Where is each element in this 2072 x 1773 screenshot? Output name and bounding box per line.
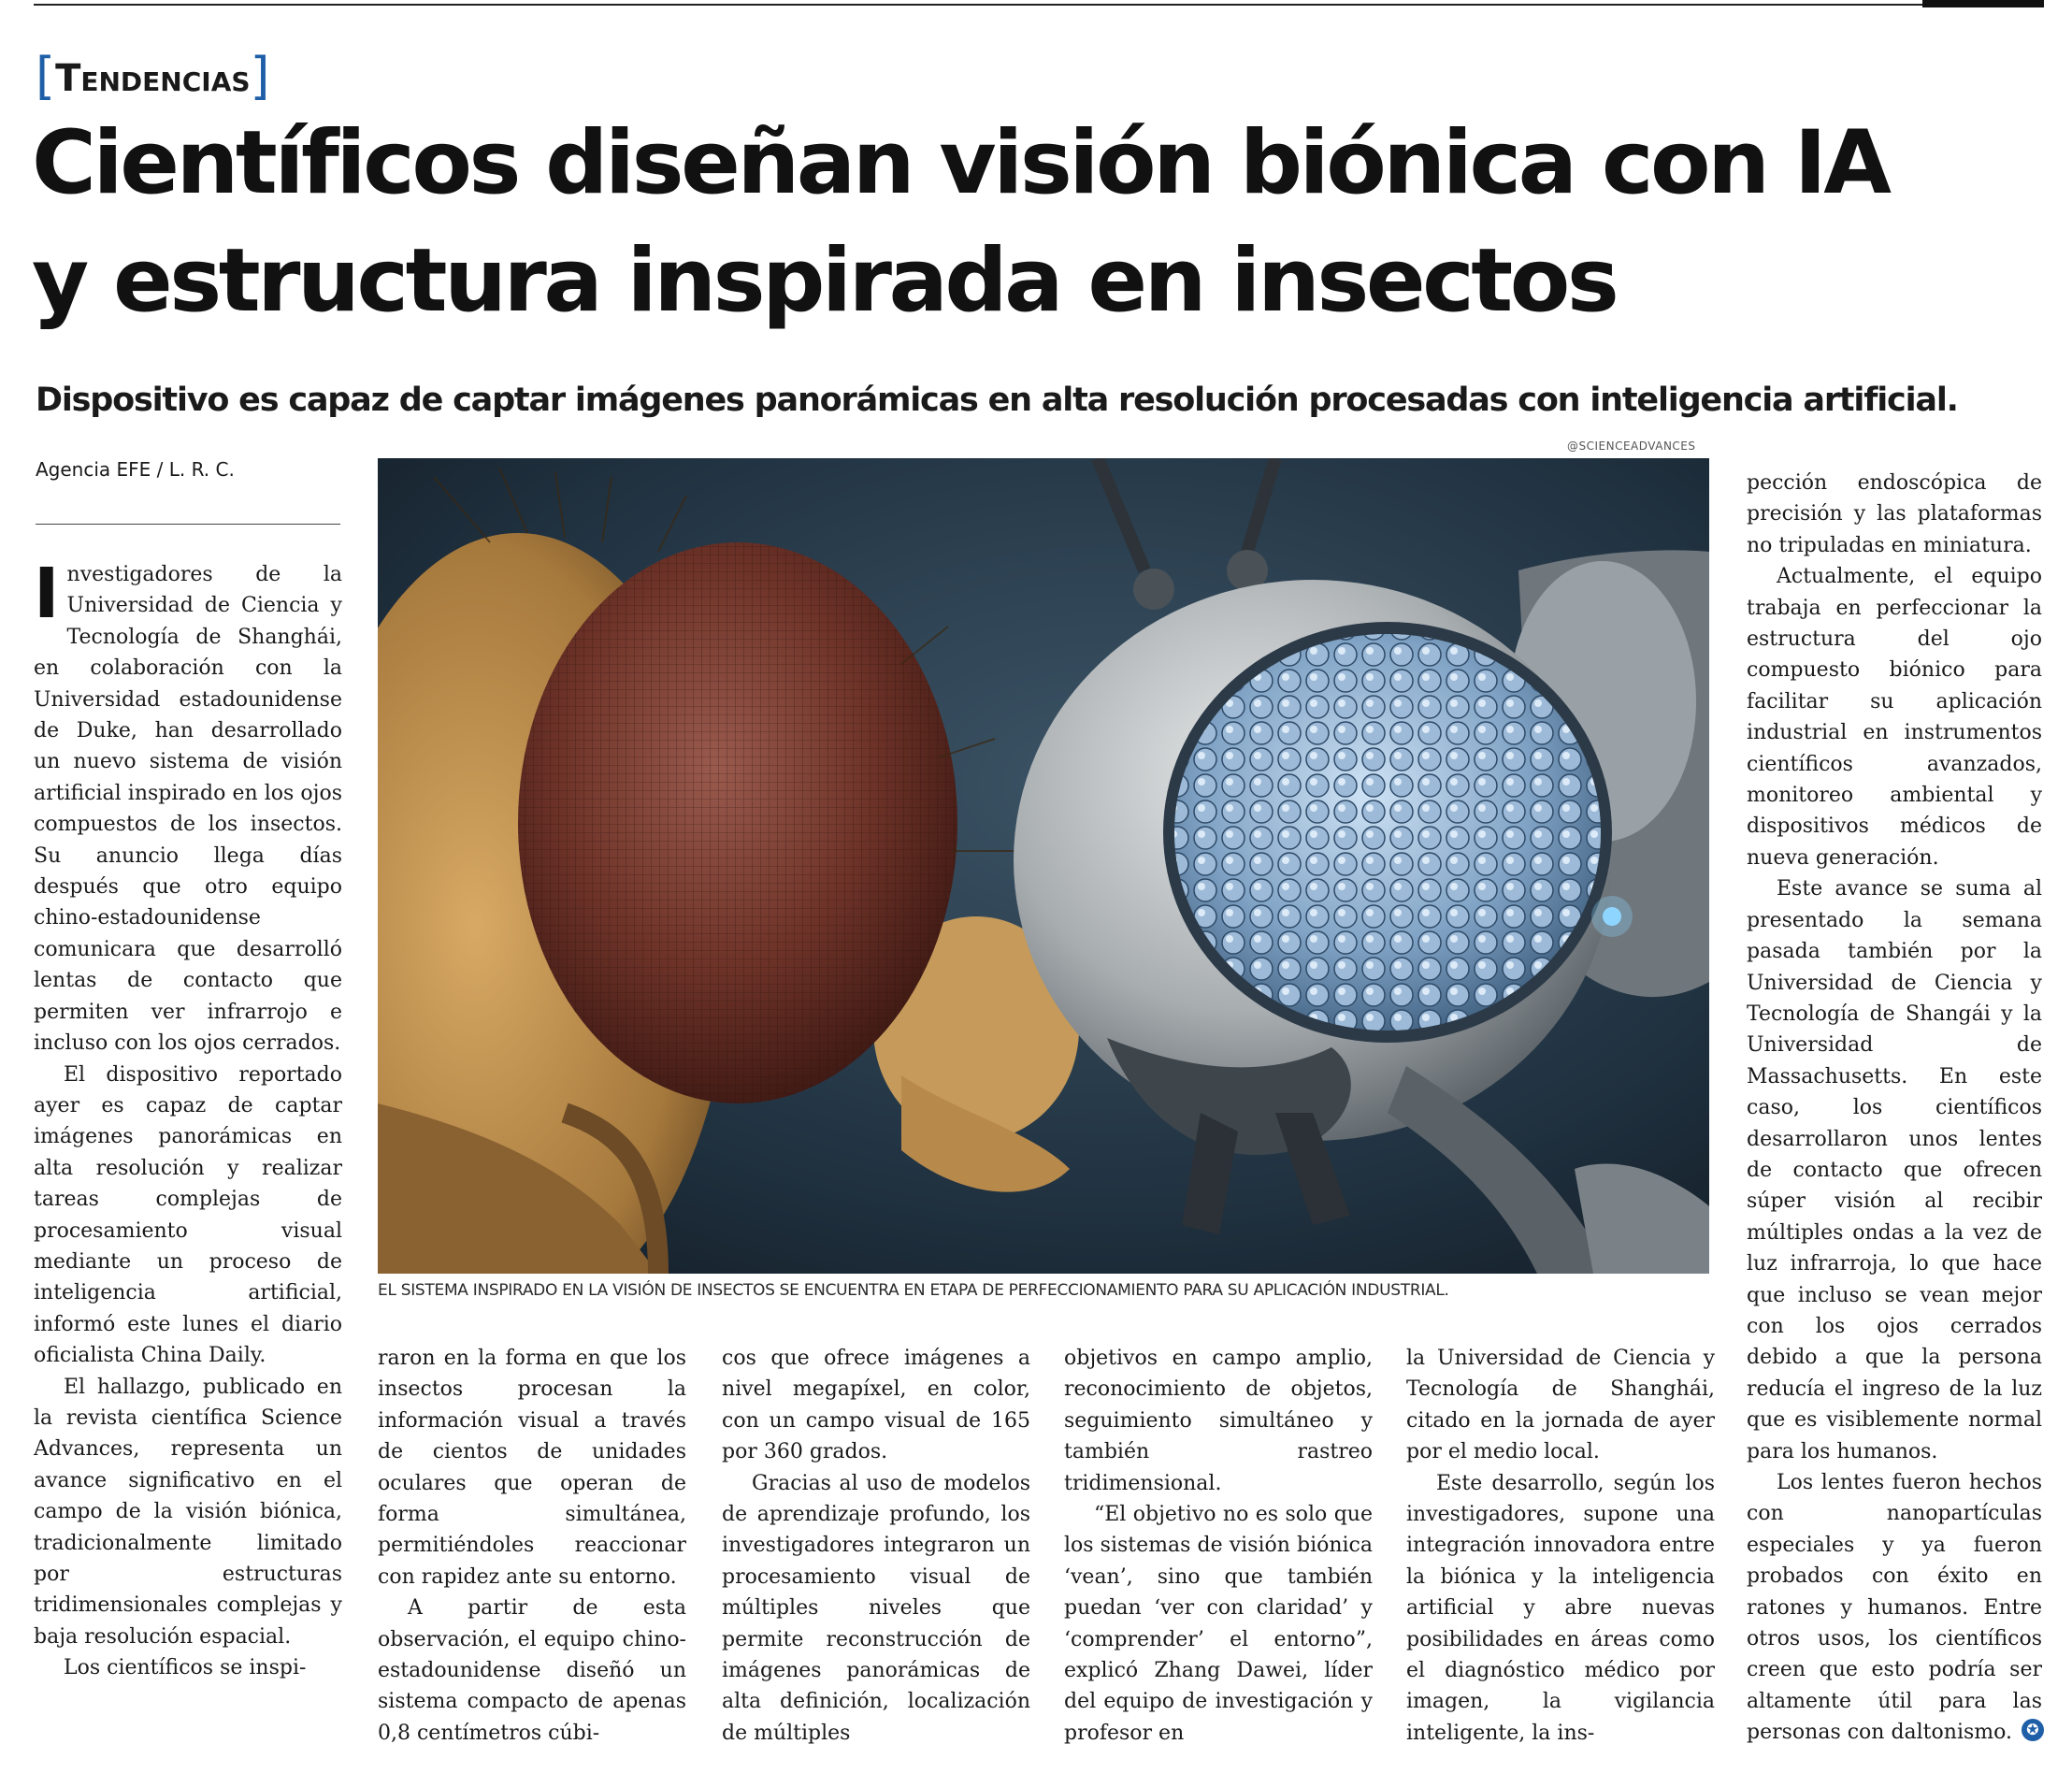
section-tag	[36, 49, 270, 105]
photo-caption: EL SISTEMA INSPIRADO EN LA VISIÓN DE INSECTOS SE ENCUENTRA EN ETAPA DE PERFECCIONAMIENTO PARA SU APLICACIÓN INDUSTRIAL.	[378, 1281, 1449, 1300]
body-paragraph: A partir de esta observación, el equipo chino-estadounidense diseñó un sistema compacto de apenas 0,8 centímetros cúbi-	[378, 1596, 686, 1745]
top-rule	[34, 4, 1926, 6]
body-paragraph: Este desarrollo, según los investigadores, supone una integración innovadora entre la biónica y la inteligencia artificial y abre nuevas posibilidades en áreas como el diagnóstico médico por imagen, la vigilancia inteligente, la ins-	[1406, 1471, 1715, 1745]
body-column-1	[34, 559, 342, 1752]
article-photo	[378, 458, 1709, 1274]
byline: Agencia EFE / L. R. C.	[36, 458, 235, 481]
body-column-4	[1064, 1343, 1373, 1754]
body-paragraph-text: nvestigadores de la Universidad de Ciencia y Tecnología de Shanghái, en colaboración con la Universidad estadounidense de Duke, han desarrollado un nuevo sistema de visión artificial inspirado en los ojos compuestos de los insectos. Su anuncio llega días después que otro equipo chino-estadounidense comunicara que desarrolló lentas de contacto que permiten ver infrarrojo e incluso con los ojos cerrados.	[34, 563, 342, 1056]
body-paragraph: Los lentes fueron hechos con nanopartículas especiales y ya fueron probados con éxito en ratones y humanos. Entre otros usos, los científicos creen que esto podría ser altamente útil para las personas con daltonismo.	[1747, 1471, 2042, 1745]
body-paragraph	[34, 559, 342, 1059]
body-paragraph: raron en la forma en que los insectos procesan la información visual a través de cientos de unidades oculares que operan de forma simultánea, permitiéndoles reaccionar con rapidez ante su entorno.	[378, 1347, 686, 1589]
body-column-5	[1406, 1343, 1715, 1754]
bracket-right: ]	[250, 47, 270, 106]
fly-and-robot-illustration	[378, 458, 1709, 1274]
section-tag-label: Tendencias	[55, 57, 251, 100]
drop-cap: I	[34, 559, 60, 634]
headline-line-1: Científicos diseñan visión biónica con IA	[32, 112, 1889, 214]
top-block	[1922, 0, 2044, 7]
body-paragraph: Actualmente, el equipo trabaja en perfeccionar la estructura del ojo compuesto biónico para facilitar su aplicación industrial en instrumentos científicos avanzados, monitoreo ambiental y dispositivos médicos de nueva generación.	[1747, 565, 2042, 870]
body-paragraph: objetivos en campo amplio, reconocimiento de objetos, seguimiento simultáneo y también rastreo tridimensional.	[1064, 1347, 1373, 1495]
body-paragraph: pección endoscópica de precisión y las plataformas no tripuladas en miniatura.	[1747, 471, 2042, 557]
headline	[32, 105, 2042, 340]
body-paragraph: cos que ofrece imágenes a nivel megapíxel, en color, con un campo visual de 165 por 360 grados.	[722, 1347, 1030, 1464]
body-paragraph: Gracias al uso de modelos de aprendizaje profundo, los investigadores integraron un procesamiento visual de múltiples niveles que permite reconstrucción de imágenes panorámicas de alta definición, localización de múltiples	[722, 1471, 1030, 1745]
body-paragraph: Este avance se suma al presentado la semana pasada también por la Universidad de Ciencia y Tecnología de Shangái y la Universidad de Massachusetts. En este caso, los científicos desarrollaron unos lentes de contacto que ofrecen súper visión al recibir múltiples ondas a la vez de luz infrarroja, lo que hace que incluso se vean mejor con los ojos cerrados debido a que la persona reducía el ingreso de la luz que es visiblemente normal para los humanos.	[1747, 877, 2042, 1463]
deck: Dispositivo es capaz de captar imágenes panorámicas en alta resolución procesadas con inteligencia artificial.	[36, 382, 1958, 419]
photo-credit: @SCIENCEADVANCES	[1567, 440, 1696, 453]
body-paragraph: “El objetivo no es solo que los sistemas de visión biónica ‘vean’, sino que también puedan ‘ver con claridad’ y ‘comprender’ el entorno”, explicó Zhang Dawei, líder del equipo de investigación y profesor en	[1064, 1503, 1373, 1745]
bracket-left: [	[36, 47, 56, 106]
body-paragraph: la Universidad de Ciencia y Tecnología de Shanghái, citado en la jornada de ayer por el medio local.	[1406, 1347, 1715, 1464]
body-paragraph: El dispositivo reportado ayer es capaz de captar imágenes panorámicas en alta resolución y realizar tareas complejas de procesamiento visual mediante un proceso de inteligencia artificial, informó este lunes el diario oficialista China Daily.	[34, 1062, 342, 1368]
body-column-6	[1747, 468, 2042, 1754]
body-paragraph: Los científicos se inspi-	[64, 1656, 307, 1680]
headline-line-2: y estructura inspirada en insectos	[32, 230, 1617, 332]
body-column-3	[722, 1343, 1030, 1754]
byline-rule	[36, 524, 340, 525]
body-column-2	[378, 1343, 686, 1754]
body-paragraph: El hallazgo, publicado en la revista científica Science Advances, representa un avance significativo en el campo de la visión biónica, tradicionalmente limitado por estructuras tridimensionales complejas y baja resolución espacial.	[34, 1375, 342, 1649]
star-end-icon: ✪	[2022, 1719, 2044, 1741]
